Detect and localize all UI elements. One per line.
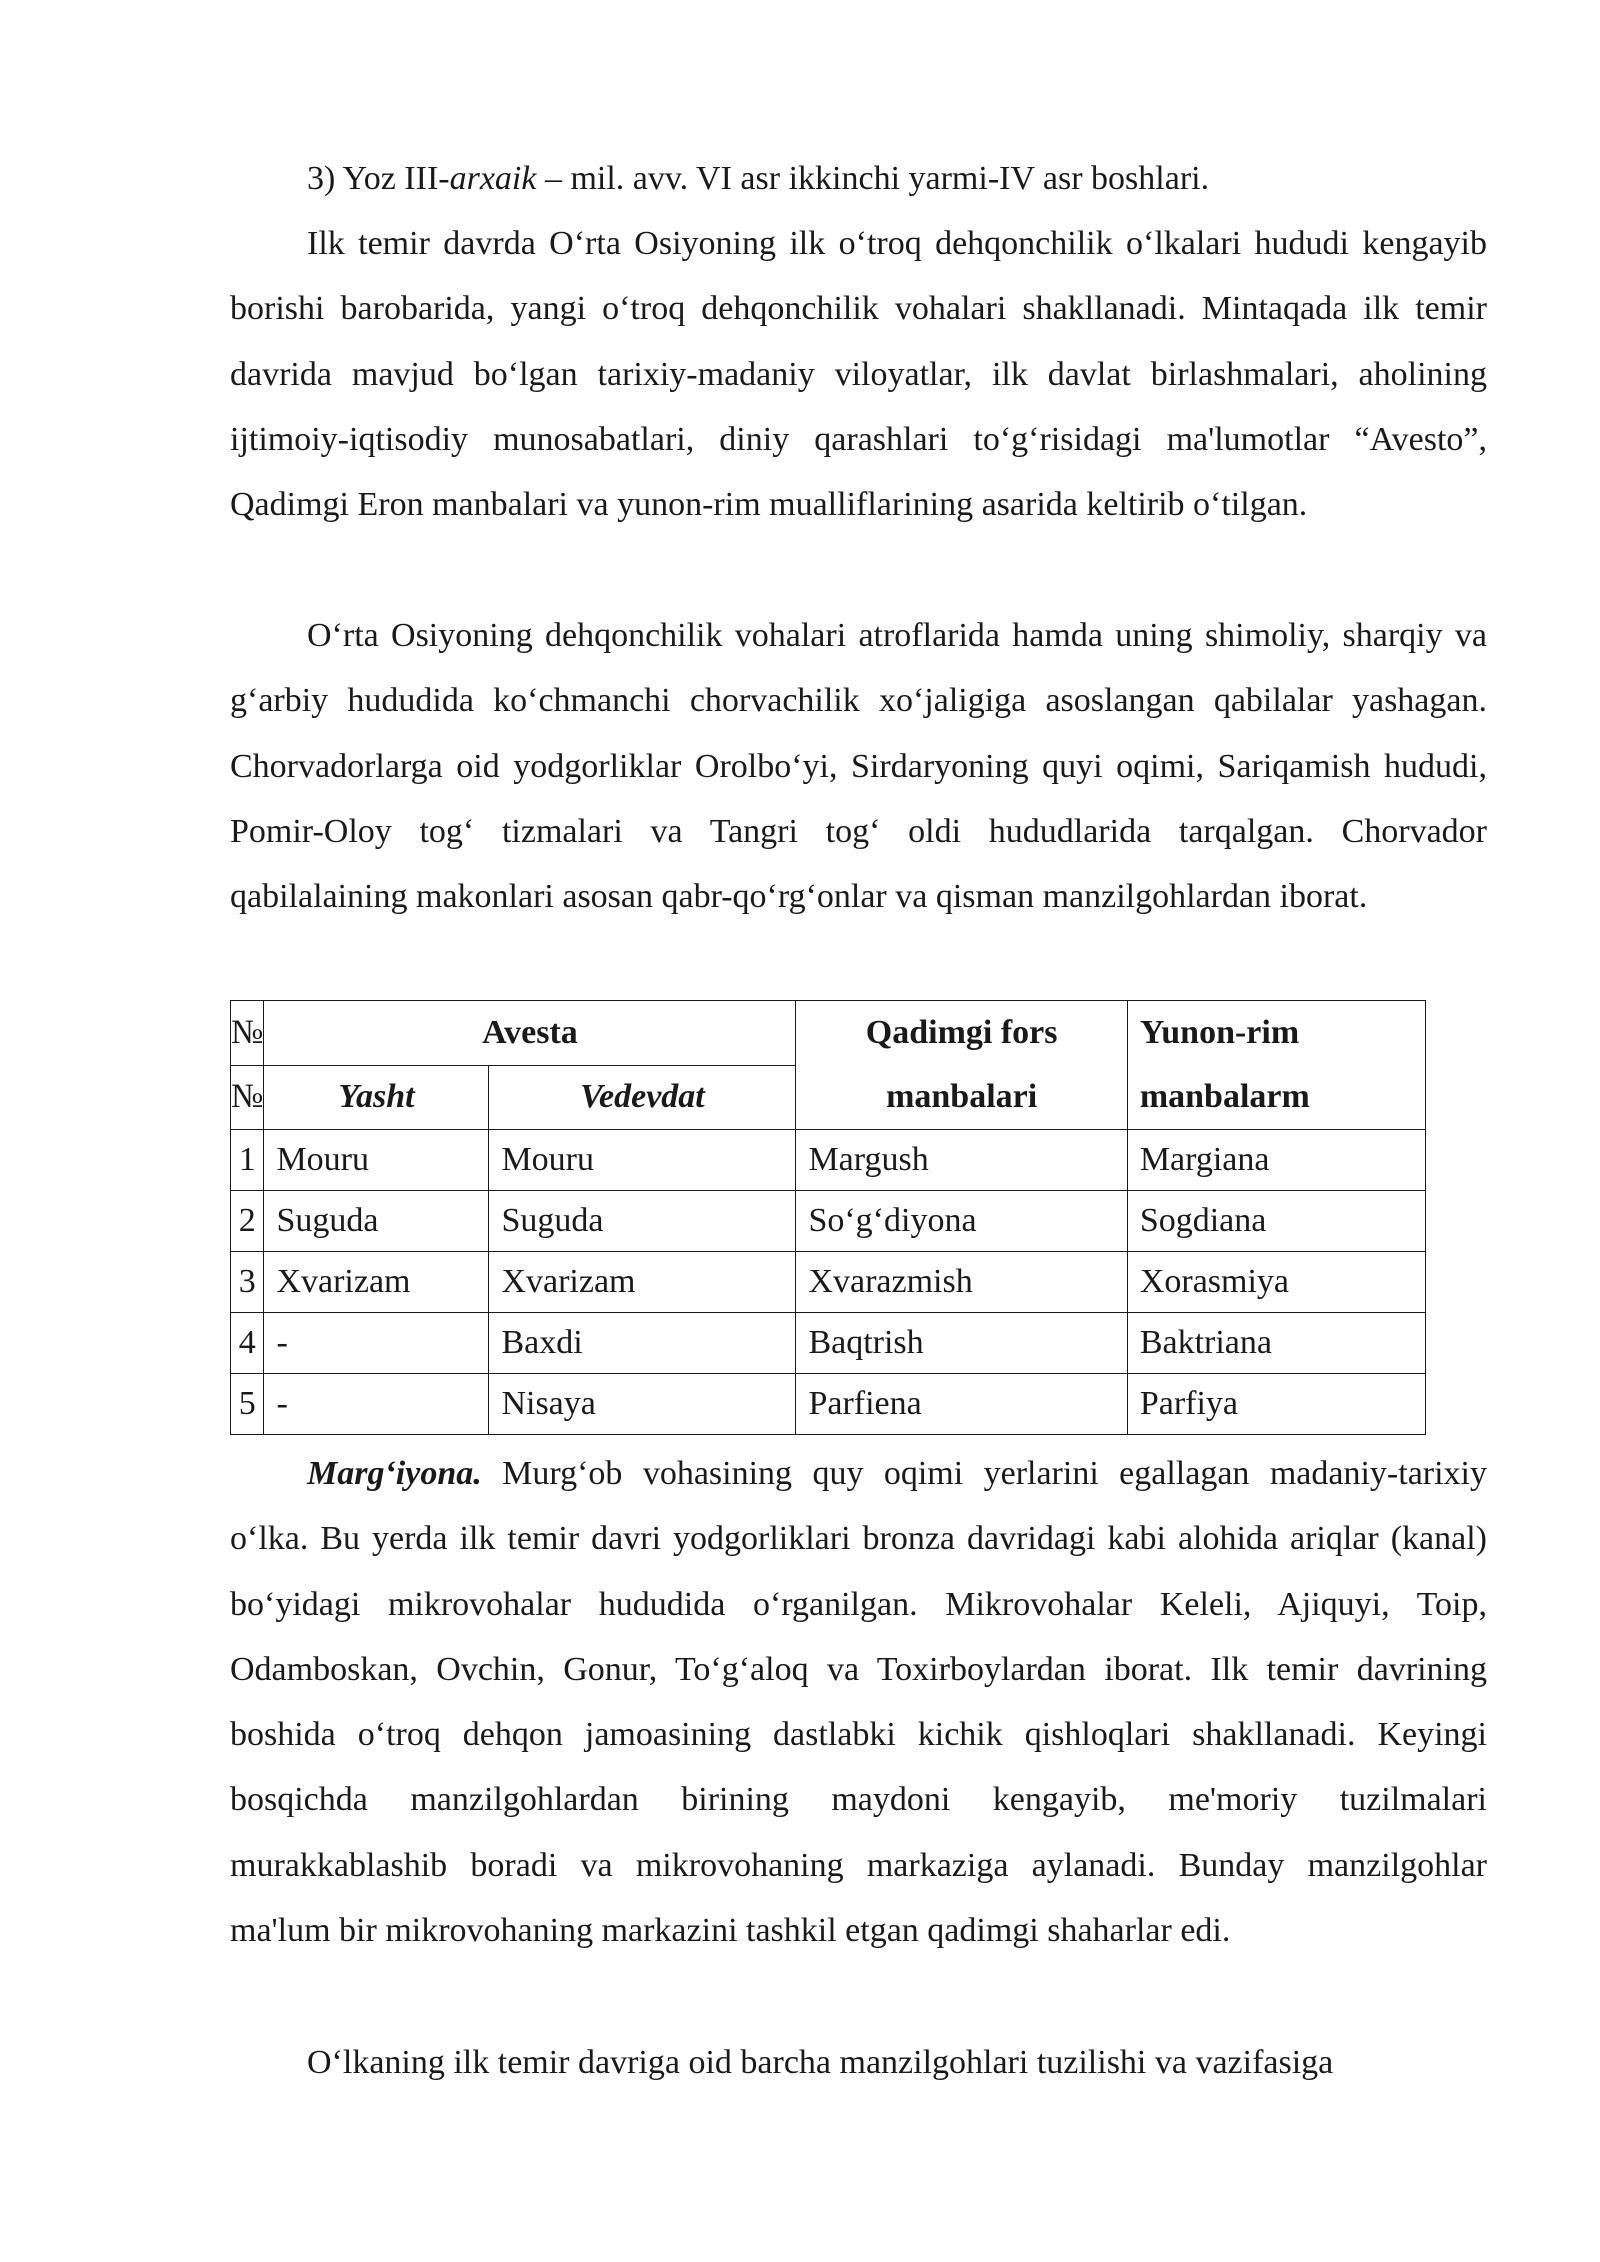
paragraph-margiana-text: Murg‘ob vohasining quy oqimi yerlarini egallagan madaniy-tarixiy o‘lka. Bu yerda ilk temir davri yodgorliklari bronza davridagi kabi alohida ariqlar (kanal) bo‘yidagi mikrovohalar hududida o‘rganilgan. Mikrovohalar Keleli, Ajiquyi, Toip, Odamboskan, Ovchin, Gonur, To‘g‘aloq va Toxirboylardan iborat. Ilk temir davrining boshida o‘troq dehqon jamoasining dastlabki kichik qishloqlari shakllanadi. Keyingi bosqichda manzilgohlardan birining maydoni kengayib, me'moriy tuzilmalari murakkablashib boradi va mikrovohaning markaziga aylanadi. Bunday manzilgohlar ma'lum bir mikrovohaning markazini tashkil etgan qadimgi shaharlar edi. [230,1455,1487,1950]
cell-yasht: - [264,1313,489,1374]
header-yasht: Yasht [264,1065,489,1130]
cell-vedevdat: Baxdi [489,1313,796,1374]
paragraph-margiana [230,1441,1487,1963]
cell-old-persian: Parfiena [796,1374,1127,1435]
cell-old-persian: Xvarazmish [796,1252,1127,1313]
cell-vedevdat: Xvarizam [489,1252,796,1313]
section-lead-margiana: Marg‘iyona. [307,1455,482,1492]
paragraph-settlements: O‘lkaning ilk temir davriga oid barcha manzilgohlari tuzilishi va vazifasiga [307,2044,1334,2081]
cell-greco-roman: Baktriana [1127,1313,1425,1374]
header-old-persian-sources [796,1001,1127,1130]
cell-old-persian: So‘g‘diyona [796,1191,1127,1252]
period-label: 3) Yoz III- [307,160,450,197]
header-number-top: № [231,1001,264,1066]
cell-number: 2 [231,1191,264,1252]
sources-table [230,1000,1426,1435]
period-description: – mil. avv. VI asr ikkinchi yarmi-IV asr boshlari. [536,160,1210,197]
header-vedevdat: Vedevdat [489,1065,796,1130]
cell-greco-roman: Sogdiana [1127,1191,1425,1252]
cell-greco-roman: Margiana [1127,1130,1425,1191]
cell-vedevdat: Mouru [489,1130,796,1191]
cell-greco-roman: Parfiya [1127,1374,1425,1435]
header-old-persian-line1: Qadimgi fors [865,1014,1058,1051]
paragraph-early-iron-age: Ilk temir davrda O‘rta Osiyoning ilk o‘troq dehqonchilik o‘lkalari hududi kengayib borishi barobarida, yangi o‘troq dehqonchilik vohalari shakllanadi. Mintaqada ilk temir davrida mavjud bo‘lgan tarixiy-madaniy viloyatlar, ilk davlat birlashmalari, aholining ijtimoiy-iqtisodiy munosabatlari, diniy qarashlari to‘g‘risidagi ma'lumotlar “Avesto”, Qadimgi Eron manbalari va yunon-rim mualliflarining asarida keltirib o‘tilgan. [230,225,1487,524]
cell-greco-roman: Xorasmiya [1127,1252,1425,1313]
table-row [231,1313,1426,1374]
table-row [231,1374,1426,1435]
table-row [231,1252,1426,1313]
cell-old-persian: Margush [796,1130,1127,1191]
cell-yasht: - [264,1374,489,1435]
cell-vedevdat: Suguda [489,1191,796,1252]
cell-yasht: Suguda [264,1191,489,1252]
paragraph-period-list-item [230,146,1487,211]
header-old-persian-line2: manbalari [886,1078,1038,1115]
header-greco-roman-sources [1127,1001,1425,1130]
table-row [231,1191,1426,1252]
cell-number: 5 [231,1374,264,1435]
table-header-row-1 [231,1001,1426,1066]
cell-number: 3 [231,1252,264,1313]
table-row [231,1130,1426,1191]
paragraph-nomadic-tribes: O‘rta Osiyoning dehqonchilik vohalari atroflarida hamda uning shimoliy, sharqiy va g‘arbiy hududida ko‘chmanchi chorvachilik xo‘jaligiga asoslangan qabilalar yashagan. Chorvadorlarga oid yodgorliklar Orolbo‘yi, Sirdaryoning quyi oqimi, Sariqamish hududi, Pomir-Oloy tog‘ tizmalari va Tangri tog‘ oldi hududlarida tarqalgan. Chorvador qabilalaining makonlari asosan qabr-qo‘rg‘onlar va qisman manzilgohlardan iborat. [230,617,1487,916]
cell-number: 4 [231,1313,264,1374]
cell-yasht: Xvarizam [264,1252,489,1313]
header-number-bottom: № [231,1065,264,1130]
header-greco-roman-line2: manbalarm [1139,1078,1310,1115]
period-name-italic: arxaik [449,160,537,197]
header-greco-roman-line1: Yunon-rim [1139,1014,1300,1051]
cell-yasht: Mouru [264,1130,489,1191]
header-avesta: Avesta [264,1001,796,1066]
cell-old-persian: Baqtrish [796,1313,1127,1374]
cell-vedevdat: Nisaya [489,1374,796,1435]
cell-number: 1 [231,1130,264,1191]
